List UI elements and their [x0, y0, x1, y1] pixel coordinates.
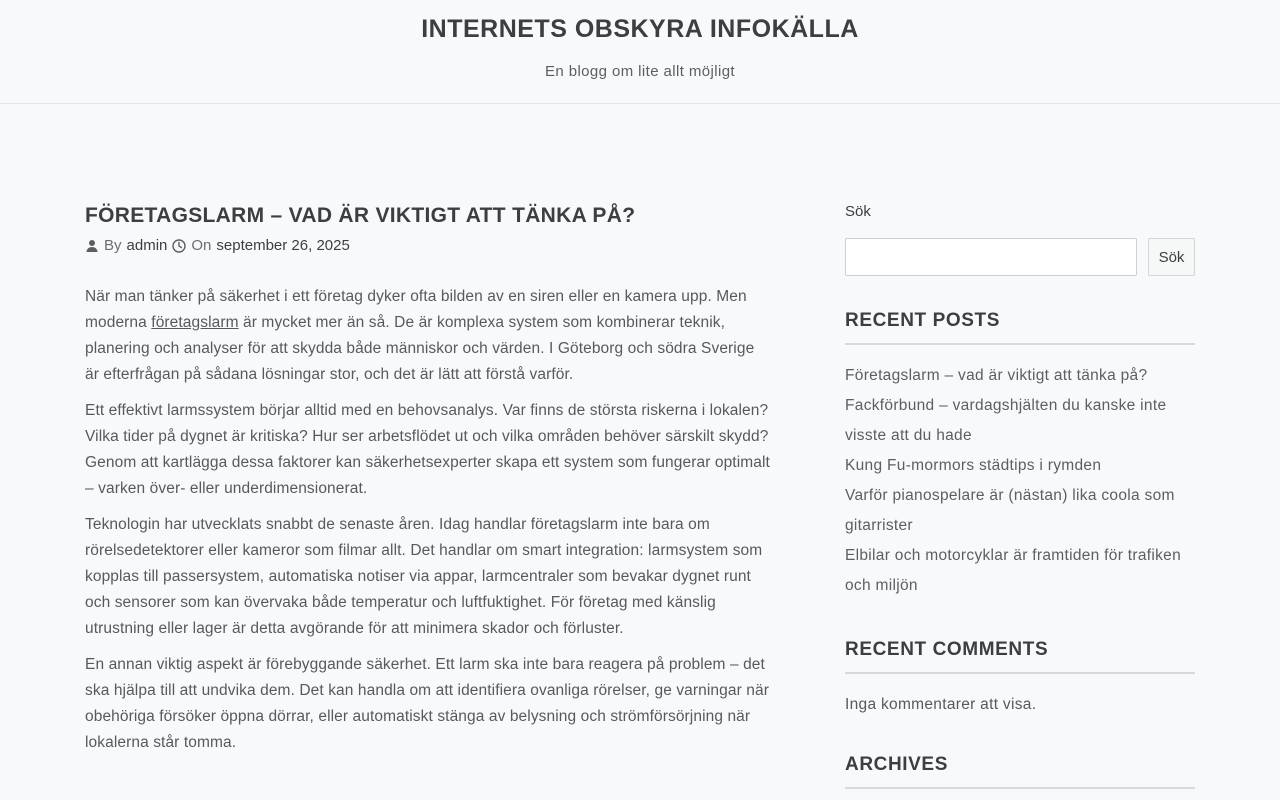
recent-posts-heading: RECENT POSTS — [845, 310, 1000, 331]
author-icon — [85, 239, 99, 253]
clock-icon — [172, 239, 186, 253]
post-title: FÖRETAGSLARM – VAD ÄR VIKTIGT ATT TÄNKA PÅ? — [85, 204, 636, 227]
archives-widget — [845, 752, 1195, 789]
paragraph-2: Ett effektivt larmssystem börjar alltid med en behovsanalys. Var finns de största riskerna i lokalen? Vilka tider på dygnet är kritiska? Hur ser arbetsflödet ut och vilka områden behöver särskilt skydd? Genom att kartlägga dessa faktorer kan säkerhetsexperter skapa ett system som fungerar optimalt – varken över- eller underdimensionerat. — [85, 402, 770, 497]
recent-post-link-1[interactable]: Företagslarm – vad är viktigt att tänka på? — [845, 367, 1148, 384]
paragraph-3: Teknologin har utvecklats snabbt de senaste åren. Idag handlar företagslarm inte bara om rörelsedetektorer eller kameror som filmar allt. Det handlar om smart integration: larmsystem som kopplas till passersystem, automatiska notiser via appar, larmcentraler som bevakar dygnet runt och sensorer som kan övervaka både temperatur och luftfuktighet. För företag med känslig utrustning eller lager är detta avgörande för att minimera skador och förluster. — [85, 516, 763, 637]
list-item — [845, 451, 1195, 481]
archives-heading: ARCHIVES — [845, 754, 948, 775]
site-header — [0, 0, 1280, 104]
search-input[interactable] — [845, 238, 1137, 276]
blog-post — [85, 202, 770, 756]
recent-posts-widget — [845, 308, 1195, 601]
recent-posts-divider — [845, 343, 1195, 345]
site-title[interactable]: INTERNETS OBSKYRA INFOKÄLLA — [421, 15, 859, 43]
site-tagline: En blogg om lite allt möjligt — [544, 63, 736, 80]
archives-divider — [845, 787, 1195, 789]
search-row — [845, 238, 1195, 276]
recent-post-link-4[interactable]: Varför pianospelare är (nästan) lika coola som gitarrister — [845, 487, 1175, 534]
paragraph-1 — [85, 284, 770, 388]
recent-comments-divider — [845, 672, 1195, 674]
list-item — [845, 391, 1195, 451]
post-meta — [85, 236, 770, 256]
sidebar — [845, 202, 1195, 789]
recent-comments-heading: RECENT COMMENTS — [845, 639, 1049, 660]
search-label: Sök — [845, 203, 871, 220]
paragraph-1-text: När man tänker på säkerhet i ett företag dyker ofta bilden av en siren eller en kamera upp. Men moderna — [85, 288, 747, 331]
recent-post-link-2[interactable]: Fackförbund – vardagshjälten du kanske inte visste att du hade — [845, 397, 1167, 444]
content-area — [85, 104, 1195, 789]
main-column — [85, 202, 770, 756]
recent-posts-list — [845, 361, 1195, 601]
search-widget — [845, 202, 1195, 276]
paragraph-4: En annan viktig aspekt är förebyggande säkerhet. Ett larm ska inte bara reagera på problem – det ska hjälpa till att undvika dem. Det kan handla om att identifiera ovanliga rörelser, ge varningar när obehöriga försöker öppna dörrar, eller automatiskt stänga av belysning och strömförsörjning när lokalerna står tomma. — [85, 656, 769, 751]
list-item — [845, 361, 1195, 391]
recent-post-link-5[interactable]: Elbilar och motorcyklar är framtiden för trafiken och miljön — [845, 547, 1182, 594]
author-link[interactable]: admin — [126, 237, 168, 254]
on-label: On — [191, 237, 212, 254]
foretagslarm-link[interactable]: företagslarm — [151, 314, 239, 331]
list-item — [845, 541, 1195, 601]
list-item — [845, 481, 1195, 541]
paragraph-1-text-after: är mycket mer än så. De är komplexa system som kombinerar teknik, planering och analyser för att skydda både människor och värden. I Göteborg och södra Sverige är efterfrågan på sådana lösningar stor, och det är lätt att förstå varför. — [85, 314, 755, 383]
no-comments-text: Inga kommentarer att visa. — [845, 696, 1037, 713]
post-body — [85, 284, 770, 756]
post-date-link[interactable]: september 26, 2025 — [216, 237, 350, 254]
by-label: By — [104, 237, 122, 254]
search-button[interactable]: Sök — [1148, 238, 1195, 276]
recent-comments-widget — [845, 637, 1195, 716]
recent-post-link-3[interactable]: Kung Fu-mormors städtips i rymden — [845, 457, 1102, 474]
